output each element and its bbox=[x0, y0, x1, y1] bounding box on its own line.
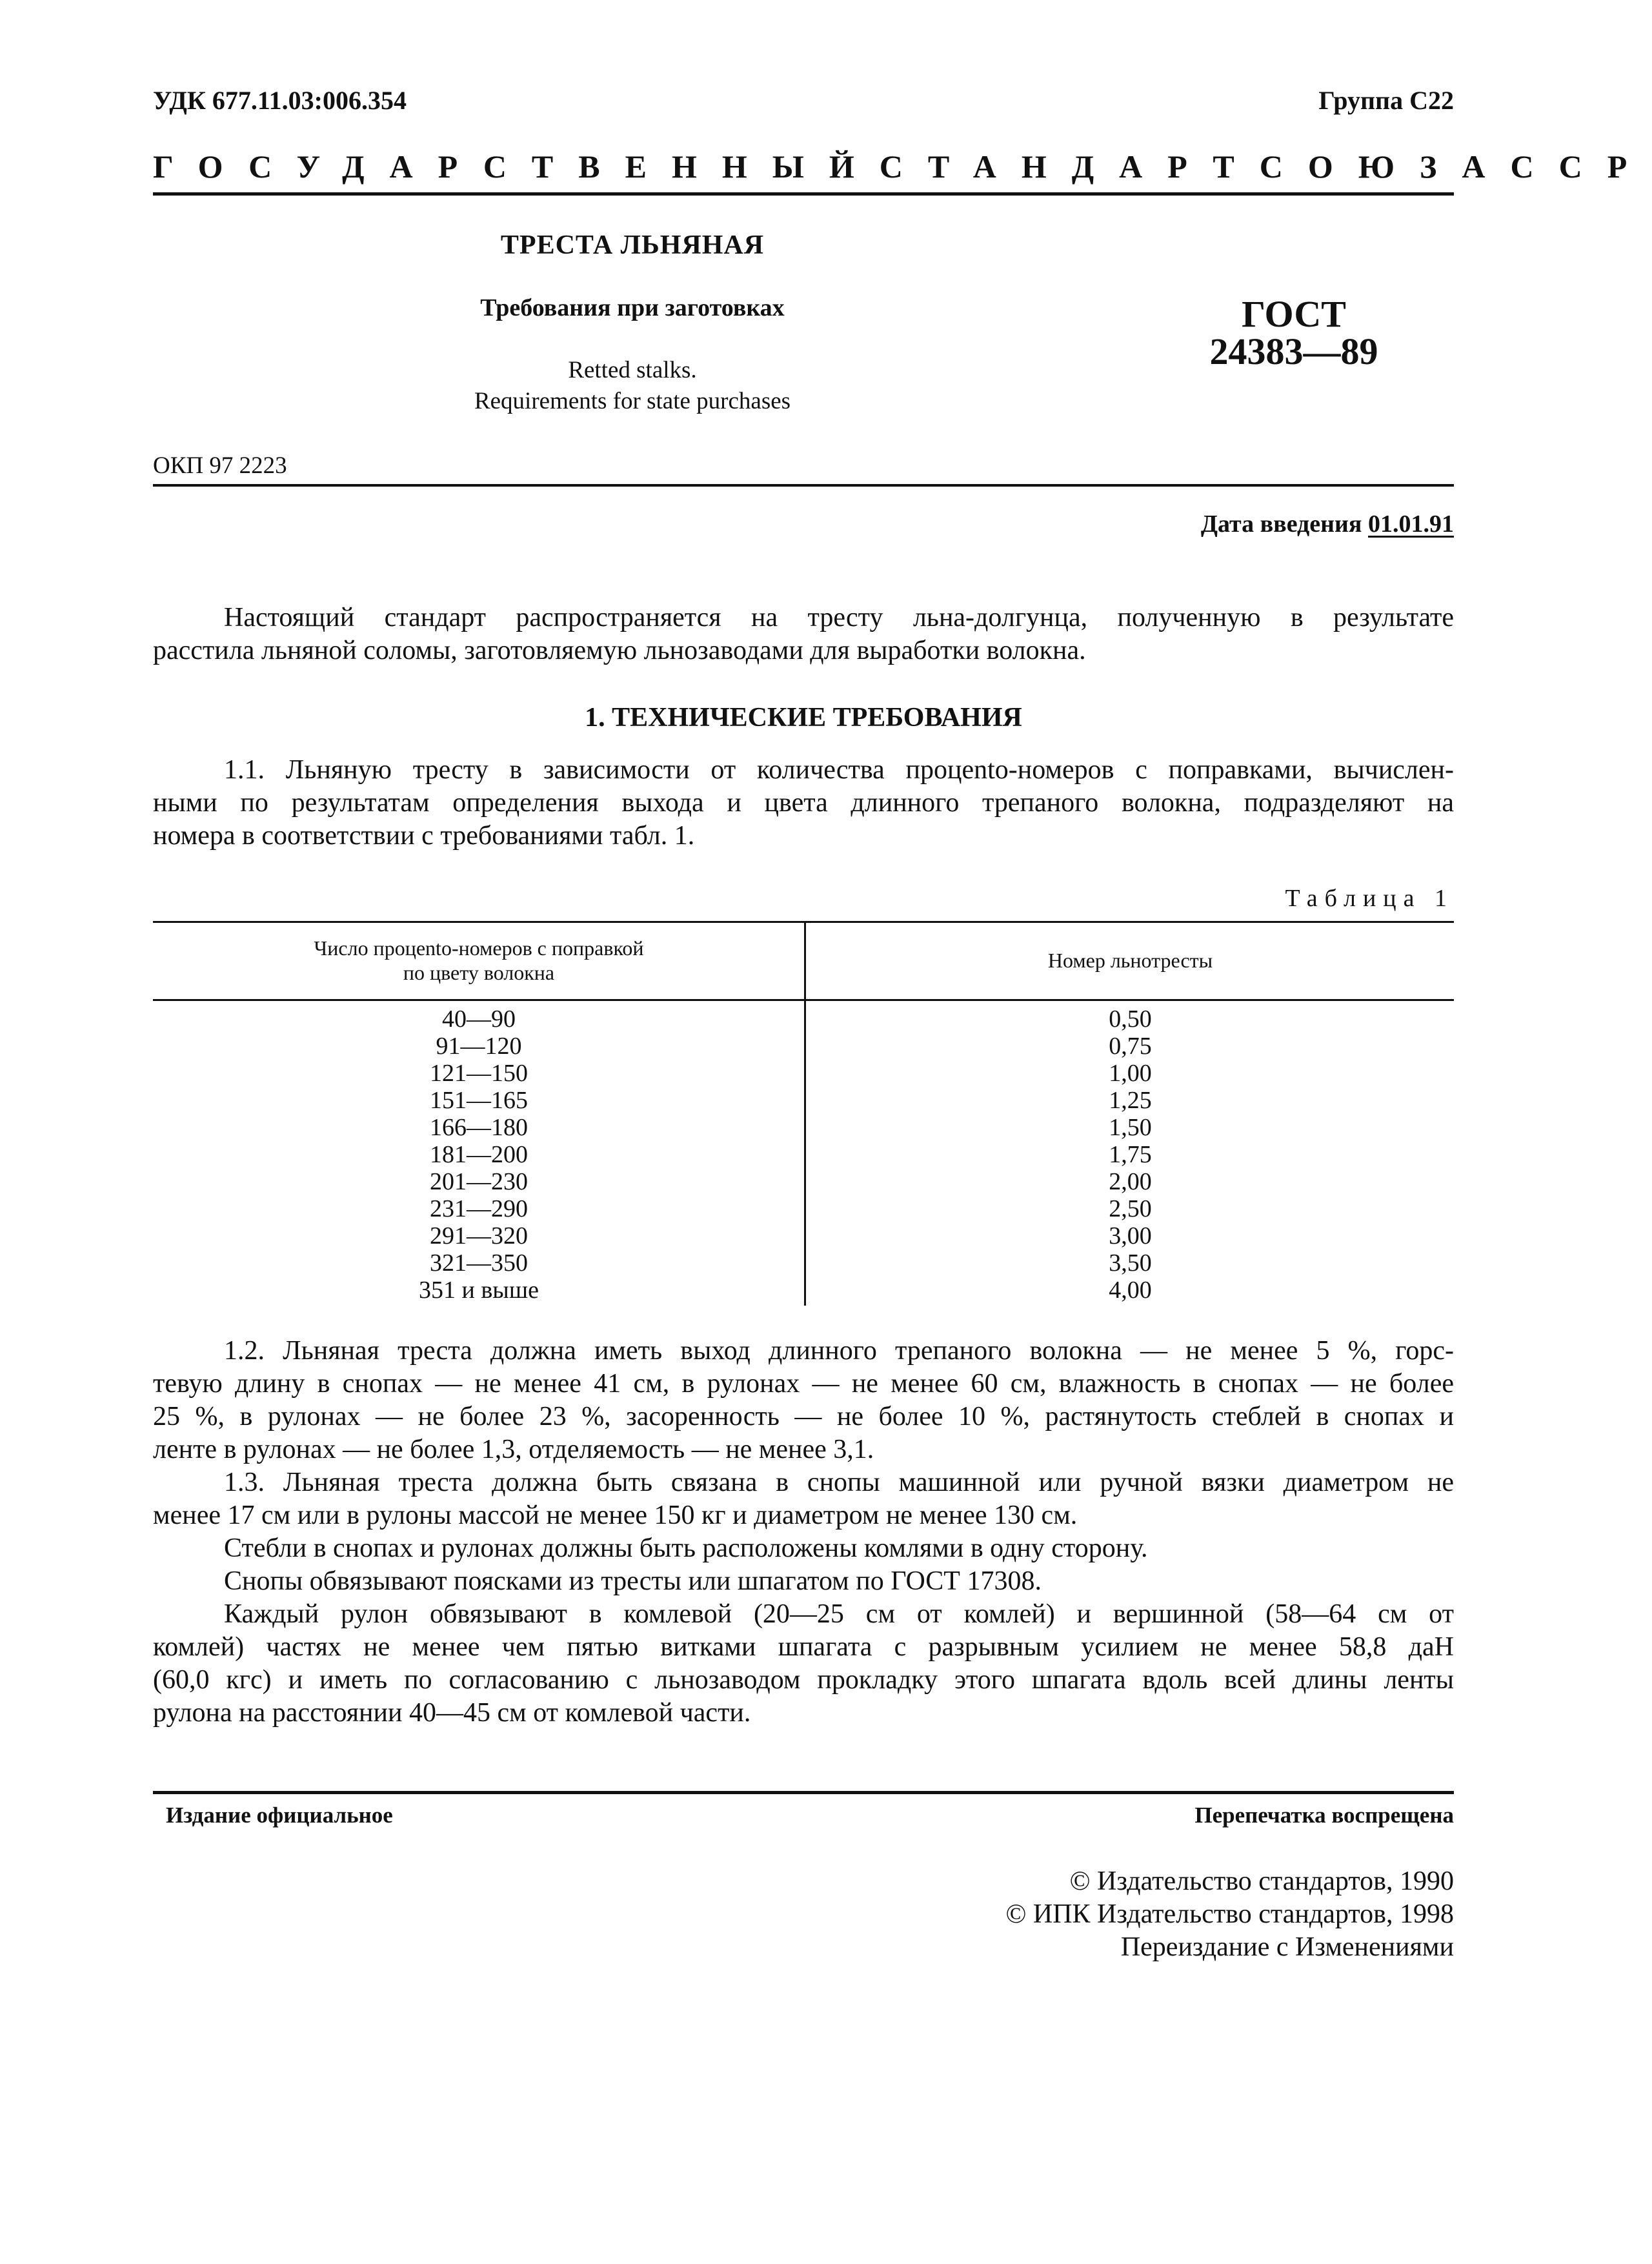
group-code: Группа С22 bbox=[1318, 86, 1454, 115]
table-cell: 1,75 bbox=[1109, 1141, 1152, 1168]
english-title bbox=[387, 355, 878, 417]
table-cell: 1,25 bbox=[1109, 1087, 1152, 1114]
text-line: Стебли в снопах и рулонах должны быть расположены комлями в одну сторону. bbox=[224, 1533, 1148, 1563]
text-line: Настоящий стандарт распространяется на тресту льна-долгунца, полученную в результате bbox=[224, 603, 1454, 632]
table-cell: 201—230 bbox=[430, 1168, 528, 1195]
text-line: 1.3. Льняная треста должна быть связана в снопы машинной или ручной вязки диаметром не bbox=[224, 1468, 1454, 1497]
table-cell: 2,50 bbox=[1109, 1195, 1152, 1222]
table-cell: 2,00 bbox=[1109, 1168, 1152, 1195]
date-label: Дата введения bbox=[1200, 510, 1362, 538]
table-cell: 321—350 bbox=[430, 1249, 528, 1277]
text-line: ными по результатам определения выхода и цвета длинного трепаного волокна, подразделяют на bbox=[153, 788, 1454, 818]
table-cell: 3,50 bbox=[1109, 1249, 1152, 1277]
table-cell: 351 и выше bbox=[419, 1277, 539, 1304]
text-line: менее 17 см или в рулоны массой не менее 150 кг и диаметром не менее 130 см. bbox=[153, 1501, 1078, 1530]
table-cell: 181—200 bbox=[430, 1141, 528, 1168]
udk-code: УДК 677.11.03:006.354 bbox=[153, 86, 407, 115]
table-cell: 166—180 bbox=[430, 1114, 528, 1141]
english-title-line: Retted stalks. bbox=[568, 357, 697, 383]
text-line: тевую длину в снопах — не менее 41 см, в рулонах — не менее 60 см, влажность в снопах — не более bbox=[153, 1369, 1454, 1399]
table-cell: 91—120 bbox=[436, 1033, 522, 1060]
text-line: Каждый рулон обвязывают в комлевой (20—25 см от комлей) и вершинной (58—64 см от bbox=[224, 1599, 1454, 1629]
table-caption: Таблица 1 bbox=[1285, 885, 1454, 912]
official-edition-note: Издание официальное bbox=[166, 1803, 393, 1828]
english-title-line: Requirements for state purchases bbox=[474, 388, 791, 414]
header-line: по цвету волокна bbox=[403, 961, 555, 984]
table-cell: 231—290 bbox=[430, 1195, 528, 1222]
intro-paragraph bbox=[153, 601, 1454, 667]
text-line: рулона на расстоянии 40—45 см от комлевой части. bbox=[153, 1698, 751, 1728]
reprint-prohibited-note: Перепечатка воспрещена bbox=[1194, 1803, 1454, 1828]
copyright-line: © Издательство стандартов, 1990 bbox=[1069, 1866, 1454, 1896]
table-cell: 151—165 bbox=[430, 1087, 528, 1114]
gost-label: ГОСТ bbox=[1242, 293, 1346, 335]
okp-code: ОКП 97 2223 bbox=[153, 452, 287, 479]
gost-designation bbox=[1162, 293, 1426, 372]
header-line: Число процento-номеров с поправкой bbox=[314, 936, 644, 960]
copyright-line: © ИПК Издательство стандартов, 1998 bbox=[1005, 1899, 1454, 1929]
banner-word: СТАНДАРТ bbox=[879, 148, 1260, 185]
banner-word: СОЮЗА bbox=[1259, 148, 1511, 185]
text-line: 25 %, в рулонах — не более 23 %, засоренность — не более 10 %, растянутость стеблей в снопах и bbox=[153, 1402, 1454, 1431]
copyright-line: Переиздание с Изменениями bbox=[1120, 1932, 1454, 1962]
table-cell: 1,00 bbox=[1109, 1060, 1152, 1087]
clause-1-1 bbox=[153, 754, 1454, 853]
clause-1-3 bbox=[153, 1466, 1454, 1730]
date-value: 01.01.91 bbox=[1368, 510, 1454, 538]
table-cell: 1,50 bbox=[1109, 1114, 1152, 1141]
state-standard-banner bbox=[153, 147, 1652, 186]
table-cell: 40—90 bbox=[442, 1006, 516, 1033]
text-line: номера в соответствии с требованиями табл. 1. bbox=[153, 821, 695, 851]
table-header-right: Номер льнотресты bbox=[1047, 949, 1213, 972]
clause-1-2 bbox=[153, 1335, 1454, 1466]
table-cell: 291—320 bbox=[430, 1222, 528, 1249]
text-line: расстила льняной соломы, заготовляемую льнозаводами для выработки волокна. bbox=[153, 636, 1086, 665]
text-line: 1.1. Льняную тресту в зависимости от количества процento-номеров с поправками, вычислен- bbox=[224, 755, 1454, 785]
text-line: ленте в рулонах — не более 1,3, отделяемость — не менее 3,1. bbox=[153, 1435, 874, 1464]
okp-rule bbox=[153, 484, 1454, 487]
table-cell: 4,00 bbox=[1109, 1277, 1152, 1304]
table-column-right bbox=[807, 1006, 1454, 1304]
table-cell: 0,75 bbox=[1109, 1033, 1152, 1060]
table-cell: 0,50 bbox=[1109, 1006, 1152, 1033]
table-top-rule bbox=[153, 921, 1454, 923]
table-column-left bbox=[153, 1006, 805, 1304]
banner-word: ССР bbox=[1510, 148, 1652, 185]
section-heading: 1. ТЕХНИЧЕСКИЕ ТРЕБОВАНИЯ bbox=[585, 703, 1022, 733]
text-line: (60,0 кгс) и иметь по согласованию с льнозаводом прокладку этого шпагата вдоль всей длины ленты bbox=[153, 1665, 1454, 1695]
text-line: 1.2. Льняная треста должна иметь выход длинного трепаного волокна — не менее 5 %, горс- bbox=[224, 1336, 1454, 1366]
document-subtitle: Требования при заготовках bbox=[480, 294, 785, 321]
banner-word: ГОСУДАРСТВЕННЫЙ bbox=[153, 148, 880, 185]
table-header-rule bbox=[153, 999, 1454, 1001]
text-line: Снопы обвязывают поясками из тресты или шпагатом по ГОСТ 17308. bbox=[224, 1566, 1042, 1596]
header-rule bbox=[153, 192, 1454, 196]
footer-rule bbox=[153, 1791, 1454, 1794]
table-header-left bbox=[153, 936, 805, 985]
text-line: комлей) частях не менее чем пятью витками шпагата с разрывным усилием не менее 58,8 даН bbox=[153, 1632, 1454, 1662]
document-title: ТРЕСТА ЛЬНЯНАЯ bbox=[500, 230, 765, 260]
table-cell: 121—150 bbox=[430, 1060, 528, 1087]
table-cell: 3,00 bbox=[1109, 1222, 1152, 1249]
gost-number: 24383—89 bbox=[1209, 330, 1378, 372]
introduction-date bbox=[1201, 510, 1454, 538]
copyright-block bbox=[1005, 1865, 1454, 1964]
